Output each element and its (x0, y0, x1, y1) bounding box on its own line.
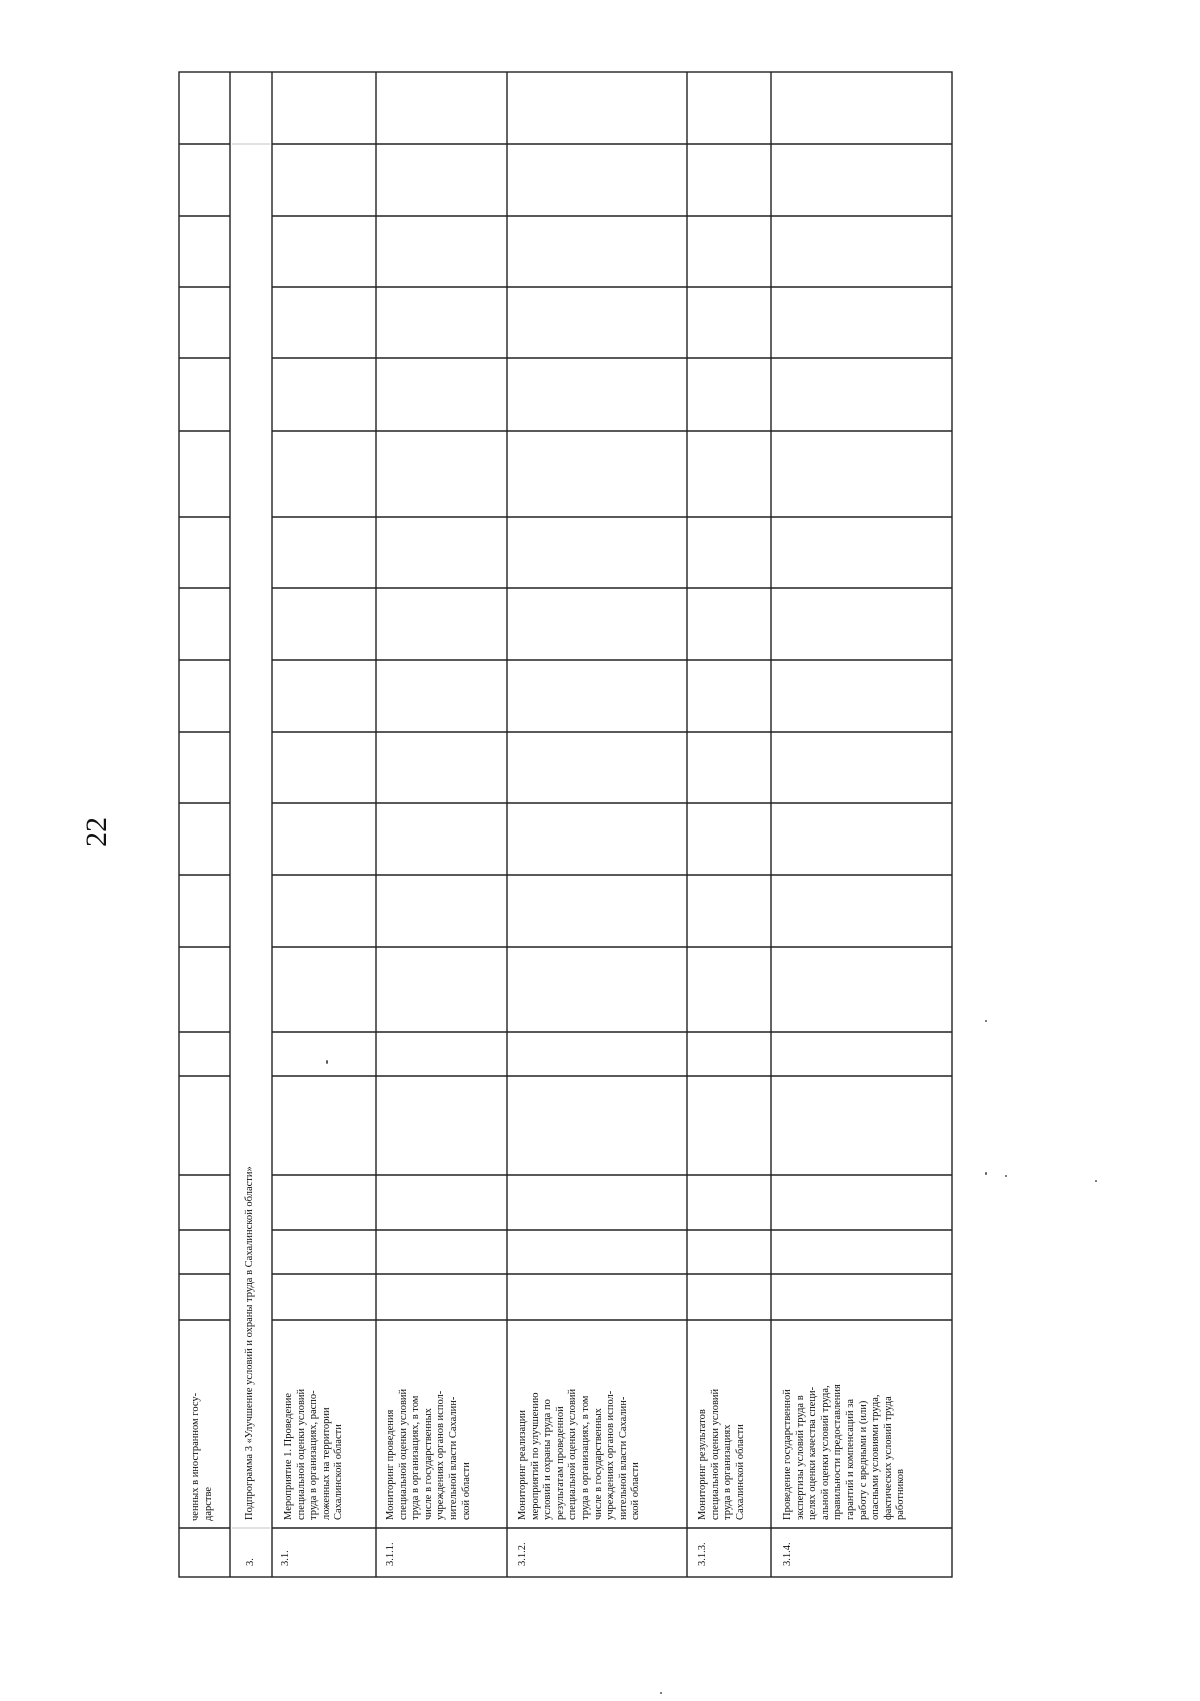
row-number-3-1-4: 3.1.4. (782, 1542, 793, 1566)
scan-speck (1095, 1180, 1097, 1182)
row-text-3-1-2: Мониторинг реализации мероприятий по улучшению условий и охраны труда по результатам проведенной специальной оценки условий труда в организациях, в том числе в государственных учреждениях органов испол- нительной власти Сахалин- ской области (517, 1388, 642, 1520)
row-number-3: 3. (245, 1558, 256, 1566)
row-text-3-1-4: Проведение государственной экспертизы условий труда в целях оценки качества специ- альной оценки условий труда, правильности предоставления гарантий и компенсаций за работу с вредными и (или) опасными условиями труда, фактических условий труда работников (782, 1384, 907, 1520)
scan-speck (1005, 1175, 1007, 1177)
subprogram-3-title: Подпрограмма 3 «Улучшение условий и охраны труда в Сахалинской области» (244, 1166, 255, 1520)
scan-speck (660, 1692, 662, 1694)
row-text-3-1-3: Мониторинг результатов специальной оценки условий труда в организациях Сахалинской области (697, 1388, 746, 1520)
row-text-3-1: Мероприятие 1. Проведение специальной оценки условий труда в организациях, распо- ложенных на территории Сахалинской области (283, 1388, 345, 1520)
row-number-3-1-3: 3.1.3. (697, 1542, 708, 1566)
page-number: 22 (80, 817, 113, 847)
scan-speck (985, 1172, 987, 1175)
scan-speck (985, 1020, 987, 1022)
row-text-continuation: ченных в иностранном госу- дарстве (190, 1392, 214, 1521)
scan-speck (326, 1060, 328, 1064)
row-number-3-1: 3.1. (280, 1550, 291, 1566)
row-number-3-1-2: 3.1.2. (517, 1542, 528, 1566)
row-number-3-1-1: 3.1.1. (385, 1542, 396, 1566)
row-text-3-1-1: Мониторинг проведения специальной оценки условий труда в организациях, в том числе в государственных учреждениях органов испол- нительной власти Сахалин- ской области (385, 1388, 472, 1520)
